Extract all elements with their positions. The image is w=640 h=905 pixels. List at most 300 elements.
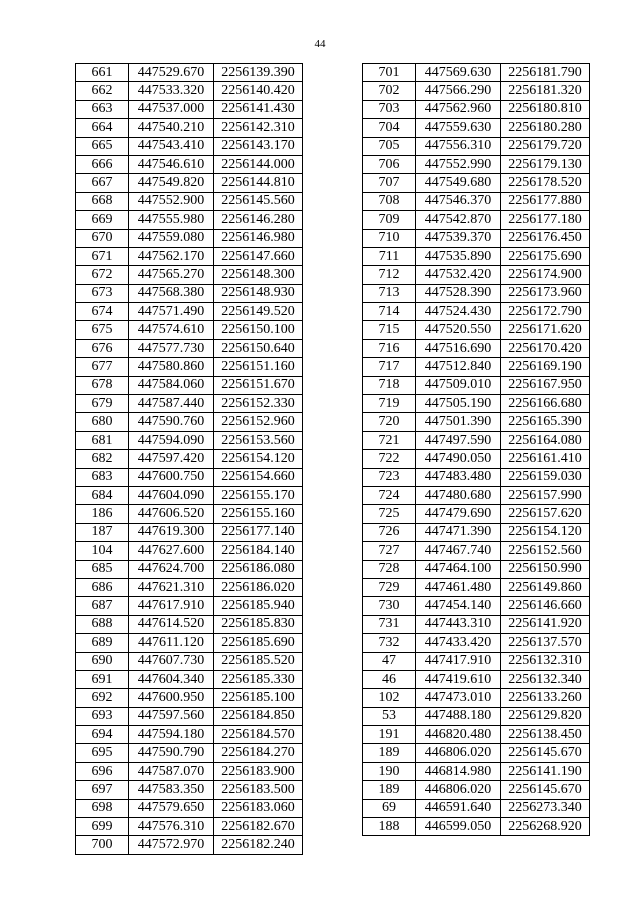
x-coordinate-cell: 447529.670 [129,64,214,82]
x-coordinate-cell: 447543.410 [129,137,214,155]
point-number-cell: 722 [363,450,416,468]
table-row [76,376,303,394]
y-coordinate-cell: 2256184.270 [214,744,303,762]
point-number-cell: 672 [76,266,129,284]
page-number: 44 [314,38,326,50]
y-coordinate-cell: 2256183.500 [214,781,303,799]
table-row [363,376,590,394]
x-coordinate-cell: 447580.860 [129,358,214,376]
point-number-cell: 186 [76,505,129,523]
point-number-cell: 688 [76,615,129,633]
y-coordinate-cell: 2256141.920 [501,615,590,633]
point-number-cell: 726 [363,523,416,541]
y-coordinate-cell: 2256149.860 [501,578,590,596]
point-number-cell: 724 [363,486,416,504]
y-coordinate-cell: 2256154.120 [214,450,303,468]
y-coordinate-cell: 2256183.900 [214,762,303,780]
table-row [76,670,303,688]
table-row [363,266,590,284]
table-row [76,560,303,578]
point-number-cell: 684 [76,486,129,504]
y-coordinate-cell: 2256154.660 [214,468,303,486]
x-coordinate-cell: 447583.350 [129,781,214,799]
y-coordinate-cell: 2256147.660 [214,247,303,265]
table-row [76,100,303,118]
x-coordinate-cell: 447497.590 [416,431,501,449]
y-coordinate-cell: 2256144.810 [214,174,303,192]
point-number-cell: 702 [363,82,416,100]
table-row [363,634,590,652]
y-coordinate-cell: 2256175.690 [501,247,590,265]
x-coordinate-cell: 447509.010 [416,376,501,394]
table-row [363,284,590,302]
point-number-cell: 693 [76,707,129,725]
table-row [76,284,303,302]
point-number-cell: 694 [76,726,129,744]
table-row [363,174,590,192]
point-number-cell: 680 [76,413,129,431]
y-coordinate-cell: 2256148.930 [214,284,303,302]
point-number-cell: 708 [363,192,416,210]
table-row [76,413,303,431]
y-coordinate-cell: 2256177.880 [501,192,590,210]
x-coordinate-cell: 446814.980 [416,762,501,780]
y-coordinate-cell: 2256145.670 [501,744,590,762]
x-coordinate-cell: 447532.420 [416,266,501,284]
y-coordinate-cell: 2256181.320 [501,82,590,100]
x-coordinate-cell: 447614.520 [129,615,214,633]
y-coordinate-cell: 2256153.560 [214,431,303,449]
table-row [76,597,303,615]
table-row [76,505,303,523]
x-coordinate-cell: 447597.420 [129,450,214,468]
x-coordinate-cell: 447552.990 [416,155,501,173]
x-coordinate-cell: 447619.300 [129,523,214,541]
table-row [363,395,590,413]
y-coordinate-cell: 2256169.190 [501,358,590,376]
point-number-cell: 189 [363,781,416,799]
table-row [76,395,303,413]
y-coordinate-cell: 2256185.690 [214,634,303,652]
y-coordinate-cell: 2256152.560 [501,542,590,560]
x-coordinate-cell: 447569.630 [416,64,501,82]
y-coordinate-cell: 2256184.850 [214,707,303,725]
y-coordinate-cell: 2256152.330 [214,395,303,413]
y-coordinate-cell: 2256155.170 [214,486,303,504]
coordinates-table-right-body [363,64,590,836]
y-coordinate-cell: 2256151.670 [214,376,303,394]
table-row [76,836,303,854]
x-coordinate-cell: 447587.070 [129,762,214,780]
table-row [363,211,590,229]
y-coordinate-cell: 2256140.420 [214,82,303,100]
point-number-cell: 675 [76,321,129,339]
table-row [363,303,590,321]
table-row [76,744,303,762]
x-coordinate-cell: 447467.740 [416,542,501,560]
table-row [363,726,590,744]
table-row [363,615,590,633]
x-coordinate-cell: 447571.490 [129,303,214,321]
x-coordinate-cell: 447464.100 [416,560,501,578]
table-row [363,744,590,762]
y-coordinate-cell: 2256182.240 [214,836,303,854]
point-number-cell: 725 [363,505,416,523]
x-coordinate-cell: 447501.390 [416,413,501,431]
point-number-cell: 663 [76,100,129,118]
table-row [76,358,303,376]
table-row [76,192,303,210]
point-number-cell: 696 [76,762,129,780]
y-coordinate-cell: 2256149.520 [214,303,303,321]
y-coordinate-cell: 2256173.960 [501,284,590,302]
point-number-cell: 683 [76,468,129,486]
point-number-cell: 674 [76,303,129,321]
point-number-cell: 677 [76,358,129,376]
y-coordinate-cell: 2256165.390 [501,413,590,431]
point-number-cell: 697 [76,781,129,799]
y-coordinate-cell: 2256186.020 [214,578,303,596]
point-number-cell: 695 [76,744,129,762]
table-row [76,119,303,137]
coordinates-table-left [75,63,303,855]
x-coordinate-cell: 447566.290 [416,82,501,100]
point-number-cell: 46 [363,670,416,688]
x-coordinate-cell: 447454.140 [416,597,501,615]
x-coordinate-cell: 447562.170 [129,247,214,265]
table-row [363,818,590,836]
x-coordinate-cell: 447621.310 [129,578,214,596]
x-coordinate-cell: 447542.870 [416,211,501,229]
x-coordinate-cell: 447559.630 [416,119,501,137]
x-coordinate-cell: 447579.650 [129,799,214,817]
point-number-cell: 713 [363,284,416,302]
table-row [76,431,303,449]
table-row [363,781,590,799]
x-coordinate-cell: 447433.420 [416,634,501,652]
table-row [363,670,590,688]
y-coordinate-cell: 2256164.080 [501,431,590,449]
point-number-cell: 727 [363,542,416,560]
x-coordinate-cell: 447597.560 [129,707,214,725]
point-number-cell: 704 [363,119,416,137]
y-coordinate-cell: 2256141.430 [214,100,303,118]
y-coordinate-cell: 2256186.080 [214,560,303,578]
x-coordinate-cell: 447471.390 [416,523,501,541]
table-row [76,762,303,780]
y-coordinate-cell: 2256133.260 [501,689,590,707]
x-coordinate-cell: 447528.390 [416,284,501,302]
y-coordinate-cell: 2256170.420 [501,339,590,357]
table-row [76,689,303,707]
point-number-cell: 706 [363,155,416,173]
x-coordinate-cell: 447565.270 [129,266,214,284]
x-coordinate-cell: 447587.440 [129,395,214,413]
x-coordinate-cell: 447555.980 [129,211,214,229]
y-coordinate-cell: 2256184.140 [214,542,303,560]
y-coordinate-cell: 2256146.660 [501,597,590,615]
x-coordinate-cell: 447520.550 [416,321,501,339]
x-coordinate-cell: 447562.960 [416,100,501,118]
point-number-cell: 717 [363,358,416,376]
y-coordinate-cell: 2256174.900 [501,266,590,284]
coordinates-table-left-body [76,64,303,855]
x-coordinate-cell: 446806.020 [416,781,501,799]
table-row [363,799,590,817]
table-row [363,578,590,596]
table-row [363,450,590,468]
x-coordinate-cell: 447505.190 [416,395,501,413]
y-coordinate-cell: 2256137.570 [501,634,590,652]
point-number-cell: 682 [76,450,129,468]
table-row [76,615,303,633]
y-coordinate-cell: 2256139.390 [214,64,303,82]
x-coordinate-cell: 447461.480 [416,578,501,596]
table-row [76,155,303,173]
x-coordinate-cell: 447549.680 [416,174,501,192]
y-coordinate-cell: 2256150.990 [501,560,590,578]
point-number-cell: 191 [363,726,416,744]
coordinates-table-right [362,63,590,836]
x-coordinate-cell: 447590.760 [129,413,214,431]
point-number-cell: 665 [76,137,129,155]
x-coordinate-cell: 447479.690 [416,505,501,523]
point-number-cell: 53 [363,707,416,725]
x-coordinate-cell: 447539.370 [416,229,501,247]
table-row [76,542,303,560]
table-row [363,597,590,615]
point-number-cell: 691 [76,670,129,688]
point-number-cell: 661 [76,64,129,82]
y-coordinate-cell: 2256157.620 [501,505,590,523]
table-row [76,303,303,321]
x-coordinate-cell: 447576.310 [129,818,214,836]
point-number-cell: 714 [363,303,416,321]
table-row [76,137,303,155]
point-number-cell: 679 [76,395,129,413]
table-row [363,431,590,449]
table-row [76,818,303,836]
point-number-cell: 711 [363,247,416,265]
x-coordinate-cell: 447600.750 [129,468,214,486]
point-number-cell: 731 [363,615,416,633]
y-coordinate-cell: 2256132.340 [501,670,590,688]
table-row [76,174,303,192]
y-coordinate-cell: 2256146.980 [214,229,303,247]
point-number-cell: 669 [76,211,129,229]
x-coordinate-cell: 447512.840 [416,358,501,376]
y-coordinate-cell: 2256166.680 [501,395,590,413]
table-row [76,781,303,799]
x-coordinate-cell: 447584.060 [129,376,214,394]
x-coordinate-cell: 447590.790 [129,744,214,762]
x-coordinate-cell: 447556.310 [416,137,501,155]
x-coordinate-cell: 447490.050 [416,450,501,468]
table-row [363,652,590,670]
point-number-cell: 670 [76,229,129,247]
y-coordinate-cell: 2256179.130 [501,155,590,173]
y-coordinate-cell: 2256151.160 [214,358,303,376]
y-coordinate-cell: 2256138.450 [501,726,590,744]
x-coordinate-cell: 447607.730 [129,652,214,670]
table-row [76,799,303,817]
point-number-cell: 703 [363,100,416,118]
x-coordinate-cell: 447574.610 [129,321,214,339]
point-number-cell: 188 [363,818,416,836]
y-coordinate-cell: 2256172.790 [501,303,590,321]
table-row [363,689,590,707]
table-row [76,339,303,357]
point-number-cell: 699 [76,818,129,836]
y-coordinate-cell: 2256132.310 [501,652,590,670]
table-row [363,119,590,137]
y-coordinate-cell: 2256185.330 [214,670,303,688]
table-row [76,266,303,284]
x-coordinate-cell: 447443.310 [416,615,501,633]
y-coordinate-cell: 2256167.950 [501,376,590,394]
point-number-cell: 715 [363,321,416,339]
x-coordinate-cell: 447546.370 [416,192,501,210]
table-row [76,82,303,100]
table-row [363,707,590,725]
table-row [76,486,303,504]
table-row [76,634,303,652]
table-row [76,707,303,725]
point-number-cell: 676 [76,339,129,357]
x-coordinate-cell: 447483.480 [416,468,501,486]
x-coordinate-cell: 447516.690 [416,339,501,357]
y-coordinate-cell: 2256182.670 [214,818,303,836]
point-number-cell: 662 [76,82,129,100]
point-number-cell: 190 [363,762,416,780]
x-coordinate-cell: 447606.520 [129,505,214,523]
table-row [76,468,303,486]
table-row [363,560,590,578]
table-row [76,229,303,247]
point-number-cell: 689 [76,634,129,652]
table-row [76,64,303,82]
table-row [363,100,590,118]
y-coordinate-cell: 2256180.810 [501,100,590,118]
point-number-cell: 187 [76,523,129,541]
point-number-cell: 700 [76,836,129,854]
x-coordinate-cell: 446820.480 [416,726,501,744]
table-row [76,523,303,541]
x-coordinate-cell: 447577.730 [129,339,214,357]
x-coordinate-cell: 447559.080 [129,229,214,247]
y-coordinate-cell: 2256185.520 [214,652,303,670]
point-number-cell: 698 [76,799,129,817]
y-coordinate-cell: 2256178.520 [501,174,590,192]
table-row [363,247,590,265]
y-coordinate-cell: 2256152.960 [214,413,303,431]
x-coordinate-cell: 447419.610 [416,670,501,688]
y-coordinate-cell: 2256145.560 [214,192,303,210]
table-row [76,321,303,339]
table-row [76,211,303,229]
x-coordinate-cell: 447611.120 [129,634,214,652]
point-number-cell: 686 [76,578,129,596]
y-coordinate-cell: 2256148.300 [214,266,303,284]
y-coordinate-cell: 2256177.140 [214,523,303,541]
table-row [363,358,590,376]
y-coordinate-cell: 2256176.450 [501,229,590,247]
x-coordinate-cell: 447604.090 [129,486,214,504]
x-coordinate-cell: 447572.970 [129,836,214,854]
y-coordinate-cell: 2256146.280 [214,211,303,229]
x-coordinate-cell: 447546.610 [129,155,214,173]
point-number-cell: 666 [76,155,129,173]
point-number-cell: 69 [363,799,416,817]
point-number-cell: 701 [363,64,416,82]
y-coordinate-cell: 2256161.410 [501,450,590,468]
y-coordinate-cell: 2256143.170 [214,137,303,155]
x-coordinate-cell: 447537.000 [129,100,214,118]
x-coordinate-cell: 447568.380 [129,284,214,302]
point-number-cell: 710 [363,229,416,247]
point-number-cell: 102 [363,689,416,707]
x-coordinate-cell: 447473.010 [416,689,501,707]
y-coordinate-cell: 2256171.620 [501,321,590,339]
table-row [363,229,590,247]
point-number-cell: 709 [363,211,416,229]
point-number-cell: 721 [363,431,416,449]
table-row [76,578,303,596]
y-coordinate-cell: 2256183.060 [214,799,303,817]
y-coordinate-cell: 2256273.340 [501,799,590,817]
point-number-cell: 720 [363,413,416,431]
x-coordinate-cell: 446599.050 [416,818,501,836]
table-row [363,192,590,210]
point-number-cell: 705 [363,137,416,155]
point-number-cell: 719 [363,395,416,413]
x-coordinate-cell: 447627.600 [129,542,214,560]
point-number-cell: 673 [76,284,129,302]
y-coordinate-cell: 2256144.000 [214,155,303,173]
y-coordinate-cell: 2256185.100 [214,689,303,707]
point-number-cell: 667 [76,174,129,192]
table-row [363,523,590,541]
point-number-cell: 732 [363,634,416,652]
table-row [363,155,590,173]
x-coordinate-cell: 447600.950 [129,689,214,707]
x-coordinate-cell: 447540.210 [129,119,214,137]
y-coordinate-cell: 2256185.940 [214,597,303,615]
point-number-cell: 730 [363,597,416,615]
point-number-cell: 189 [363,744,416,762]
x-coordinate-cell: 447533.320 [129,82,214,100]
x-coordinate-cell: 447594.090 [129,431,214,449]
point-number-cell: 728 [363,560,416,578]
y-coordinate-cell: 2256179.720 [501,137,590,155]
x-coordinate-cell: 447604.340 [129,670,214,688]
table-row [363,413,590,431]
table-row [363,64,590,82]
y-coordinate-cell: 2256154.120 [501,523,590,541]
point-number-cell: 681 [76,431,129,449]
x-coordinate-cell: 447549.820 [129,174,214,192]
table-row [363,486,590,504]
y-coordinate-cell: 2256159.030 [501,468,590,486]
y-coordinate-cell: 2256129.820 [501,707,590,725]
point-number-cell: 716 [363,339,416,357]
y-coordinate-cell: 2256145.670 [501,781,590,799]
table-row [363,137,590,155]
point-number-cell: 723 [363,468,416,486]
table-row [363,339,590,357]
x-coordinate-cell: 447535.890 [416,247,501,265]
table-row [76,726,303,744]
